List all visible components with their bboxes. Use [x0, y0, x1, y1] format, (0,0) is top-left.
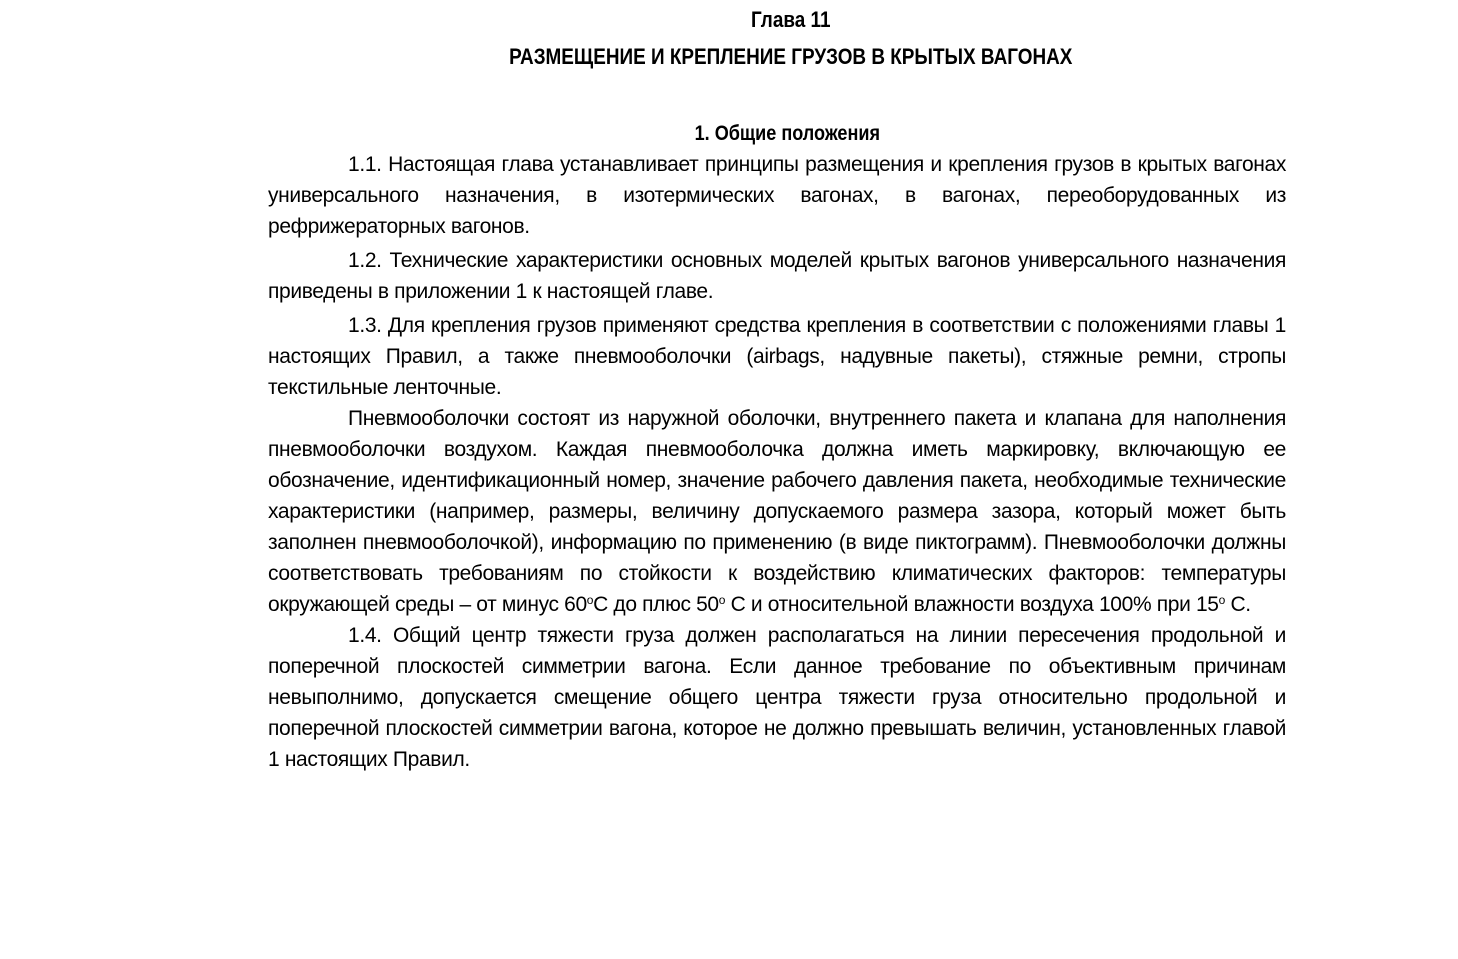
airbags-text-part-1: Пневмооболочки состоят из наружной оболочки, внутреннего пакета и клапана для наполнения пневмооболочки воздухом. Каждая пневмооболочка должна иметь маркировку, включающую ее обозначение, идентификационный номер, значение рабочего давления пакета, необходимые технические характеристики (например, размеры, величину допускаемого размера зазора, который может быть заполнен пневмооболочкой), информацию по применению (в виде пиктограмм). Пневмооболочки должны соответствовать требованиям по стойкости к воздействию климатических факторов: температуры окружающей среды – от минус 60	[268, 407, 1286, 616]
document-page	[268, 4, 1286, 775]
degree-mark: о	[586, 593, 594, 607]
airbags-text-part-4: С.	[1224, 593, 1251, 616]
paragraph-1-1: 1.1. Настоящая глава устанавливает принципы размещения и крепления грузов в крытых вагонах универсального назначения, в изотермических вагонах, в вагонах, переоборудованных из рефрижераторных вагонов.	[268, 153, 1286, 238]
paragraph-1-2: 1.2. Технические характеристики основных моделей крытых вагонов универсального назначения приведены в приложении 1 к настоящей главе.	[268, 249, 1286, 303]
paragraph-airbags	[268, 403, 1286, 620]
degree-mark: о	[718, 593, 726, 607]
degree-mark: о	[1218, 593, 1225, 607]
paragraph-1-3: 1.3. Для крепления грузов применяют средства крепления в соответствии с положениями главы 1 настоящих Правил, а также пневмооболочки (airbags, надувные пакеты), стяжные ремни, стропы текстильные ленточные.	[268, 314, 1286, 399]
chapter-title: РАЗМЕЩЕНИЕ И КРЕПЛЕНИЕ ГРУЗОВ В КРЫТЫХ ВАГОНАХ	[509, 44, 1073, 69]
airbags-text-part-3: С и относительной влажности воздуха 100% при 15	[725, 593, 1219, 616]
airbags-text-part-2: С до плюс 50	[593, 593, 719, 616]
chapter-number: Глава 11	[751, 7, 831, 32]
section-heading: 1. Общие положения	[694, 122, 880, 145]
paragraph-1-4: 1.4. Общий центр тяжести груза должен располагаться на линии пересечения продольной и поперечной плоскостей симметрии вагона. Если данное требование по объективным причинам невыполнимо, допускается смещение общего центра тяжести груза относительно продольной и поперечной плоскостей симметрии вагона, которое не должно превышать величин, установленных главой 1 настоящих Правил.	[268, 624, 1286, 771]
